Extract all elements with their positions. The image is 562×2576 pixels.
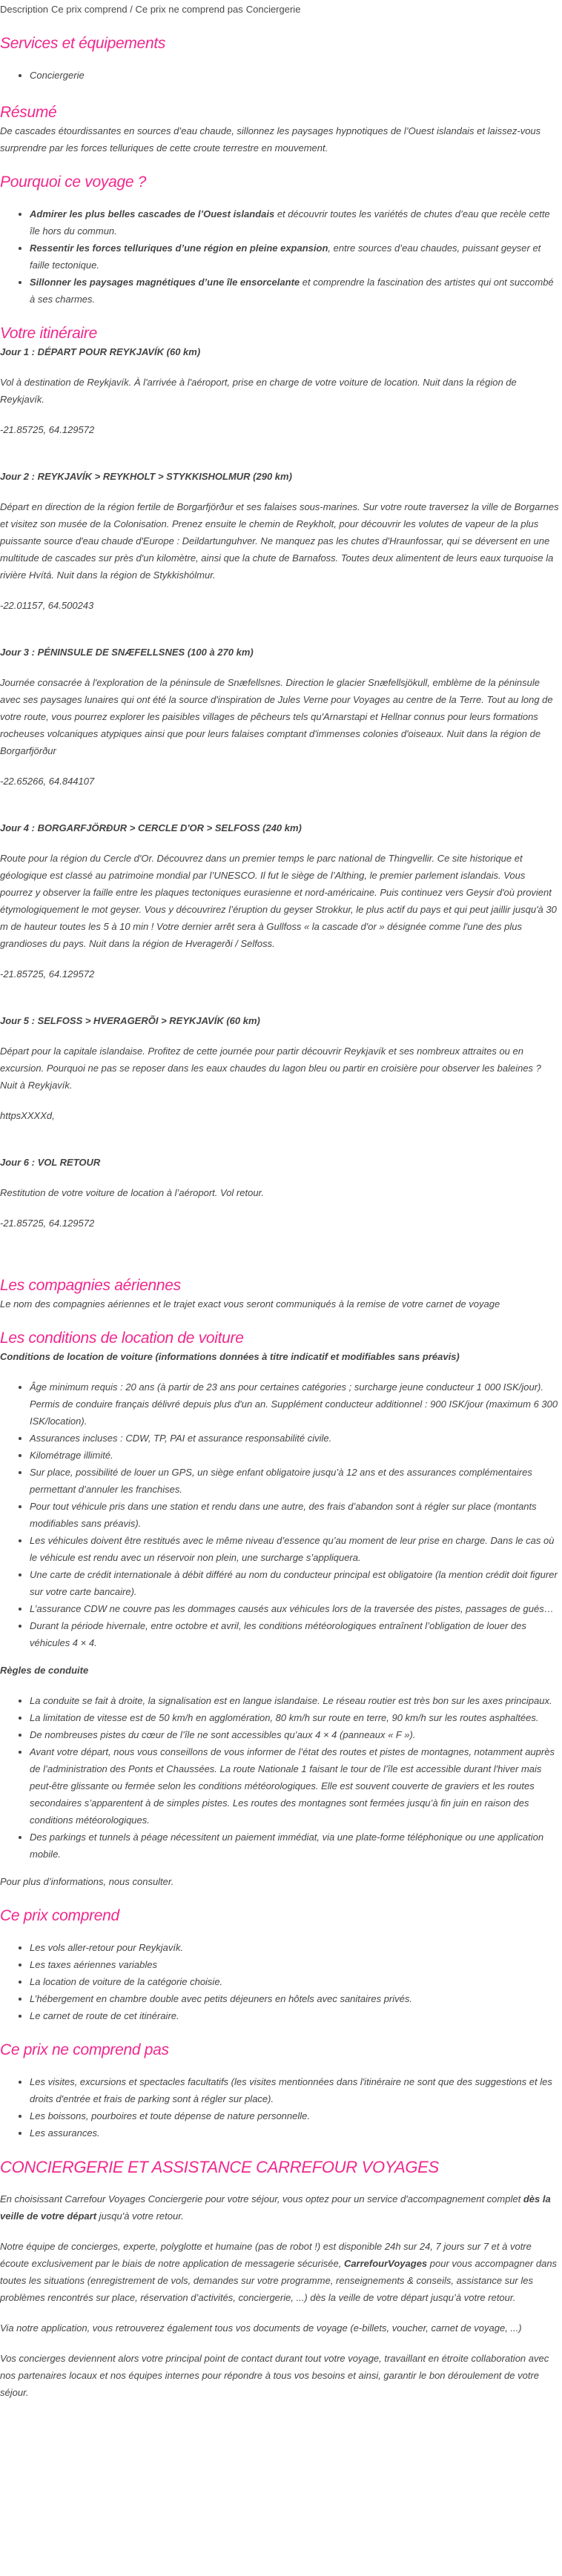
itinerary-title: Votre itinéraire [0, 325, 97, 342]
airlines-title: Les compagnies aériennes [0, 1277, 181, 1294]
day-title: Jour 4 : BORGARFJÖRÐUR > CERCLE D'OR > SELFOSS (240 km) [0, 822, 302, 833]
tab-bar [0, 0, 561, 18]
concierge-p1: En choisissant Carrefour Voyages Conciergerie pour votre séjour, vous optez pour un service d'accompagnement complet dès la veille de votre départ jusqu'à votre retour. [0, 2193, 551, 2222]
day-title: Jour 3 : PÉNINSULE DE SNÆFELLSNES (100 à 270 km) [0, 647, 254, 658]
car-rental-item: • Une carte de crédit internationale à débit différé au nom du conducteur principal est obligatoire (la mention crédit doit figurer sur votre carte bancaire). [30, 1566, 561, 1600]
day-text: Vol à destination de Reykjavík. À l'arrivée à l'aéroport, prise en charge de votre voiture de location. Nuit dans la région de Reykjavík. [0, 377, 517, 405]
car-rental-item: • Durant la période hivernale, entre octobre et avril, les conditions météorologiques entraînent l’obligation de louer des véhicules 4 × 4. [30, 1617, 561, 1651]
day-coords: -22.65266, 64.844107 [0, 776, 95, 787]
car-rental-item: • Pour tout véhicule pris dans une station et rendu dans une autre, des frais d’abandon sont à régler sur place (montants modifiables sans préavis). [30, 1498, 561, 1532]
excludes-title: Ce prix ne comprend pas [0, 2041, 169, 2058]
car-rental-section [0, 1329, 561, 1890]
airlines-text: Le nom des compagnies aériennes et le trajet exact vous seront communiqués à la remise de votre carnet de voyage [0, 1298, 500, 1310]
car-rental-subtitle: Conditions de location de voiture (informations données à titre indicatif et modifiables sans préavis) [0, 1351, 460, 1362]
day-coords: -21.85725, 64.129572 [0, 1218, 95, 1229]
car-rental-item: • Kilométrage illimité. [30, 1447, 561, 1464]
includes-item: • L’hébergement en chambre double avec petits déjeuners en hôtels avec sanitaires privés. [30, 1990, 561, 2007]
day-5 [0, 1012, 561, 1124]
day-coords: -21.85725, 64.129572 [0, 424, 95, 435]
includes-item: • La location de voiture de la catégorie choisie. [30, 1973, 561, 1990]
resume-text: De cascades étourdissantes en sources d’eau chaude, sillonnez les paysages hypnotiques de l’Ouest islandais et laissez-vous surprendre par les forces telluriques de cette croute terrestre en mouvement. [0, 125, 541, 153]
concierge-section [0, 2158, 561, 2401]
concierge-title: CONCIERGERIE ET ASSISTANCE CARREFOUR VOYAGES [0, 2158, 439, 2176]
concierge-p3: Via notre application, vous retrouverez également tous vos documents de voyage (e-billets, voucher, carnet de voyage, ...) [0, 2322, 522, 2334]
includes-list [0, 1939, 561, 2024]
excludes-list [0, 2073, 561, 2141]
day-title: Jour 5 : SELFOSS > HVERAGERÕI > REYKJAVÍK (60 km) [0, 1015, 260, 1026]
driving-rule-item: • De nombreuses pistes du cœur de l’île ne sont accessibles qu’aux 4 × 4 (panneaux « F »). [30, 1726, 561, 1743]
day-coords: httpsXXXXd, [0, 1110, 55, 1121]
includes-title: Ce prix comprend [0, 1907, 119, 1924]
concierge-p2: Notre équipe de concierges, experte, polyglotte et humaine (pas de robot !) est disponible 24h sur 24, 7 jours sur 7 et à votre écoute exclusivement par le biais de notre application de messagerie sécurisée, CarrefourVoyages pour vous accompagner dans toutes les situations (enregistrement de vols, demandes sur votre programme, renseignements & conseils, assistance sur les problèmes rencontrés sur place, réservation d’activités, conciergerie, ...) dès la veille de votre départ jusqu’à votre retour. [0, 2241, 558, 2303]
driving-rule-item: • La conduite se fait à droite, la signalisation est en langue islandaise. Le réseau routier est très bon sur les axes principaux. [30, 1692, 561, 1709]
why-title: Pourquoi ce voyage ? [0, 174, 147, 191]
car-rental-item: • Sur place, possibilité de louer un GPS, un siège enfant obligatoire jusqu’à 12 ans et des assurances complémentaires permettant d’annuler les franchises. [30, 1464, 561, 1498]
driving-rule-item: • Des parkings et tunnels à péage nécessitent un paiement immédiat, via une plate-forme téléphonique ou une application mobile. [30, 1829, 561, 1863]
car-rental-item: • L’assurance CDW ne couvre pas les dommages causés aux véhicules lors de la traversée des pistes, passages de gués… [30, 1600, 561, 1617]
itinerary-section [0, 324, 561, 1232]
why-section [0, 173, 561, 308]
day-title: Jour 1 : DÉPART POUR REYKJAVÍK (60 km) [0, 346, 201, 357]
day-text: Journée consacrée à l'exploration de la péninsule de Snæfellsnes. Direction le glacier Snæfellsjökull, emblème de la péninsule avec ses paysages lunaires qui ont été la source d'inspiration de Jules Verne pour Voyages au centre de la Terre. Tout au long de votre route, vous pourrez explorer les paisibles villages de pêcheurs tels qu'Arnarstapi et Hellnar connus pour leurs formations rocheuses volcaniques atypiques ainsi que pour leurs falaises comptant d'immenses colonies d'oiseaux. Nuit dans la région de Borgarfjörður [0, 677, 553, 756]
why-item: • Ressentir les forces telluriques d’une région en pleine expansion, entre sources d’eau chaudes, puissant geyser et faille tectonique. [30, 240, 561, 274]
day-coords: -22.01157, 64.500243 [0, 600, 94, 611]
driving-rules-list [0, 1692, 561, 1863]
driving-rule-item: • La limitation de vitesse est de 50 km/h en agglomération, 80 km/h sur route en terre, 90 km/h sur les routes asphaltées. [30, 1709, 561, 1726]
day-title: Jour 2 : REYKJAVÍK > REYKHOLT > STYKKISHOLMUR (290 km) [0, 471, 292, 482]
day-3 [0, 644, 561, 790]
why-list [0, 205, 561, 308]
day-text: Départ pour la capitale islandaise. Profitez de cette journée pour partir découvrir Reykjavík et ses nombreux attraites ou en excursion. Pourquoi ne pas se reposer dans les eaux chaudes du lagon bleu ou partir en croisière pour observer les baleines ? Nuit à Reykjavík. [0, 1046, 541, 1091]
driving-rules-title: Règles de conduite [0, 1665, 89, 1676]
why-item: • Admirer les plus belles cascades de l’Ouest islandais et découvrir toutes les variétés de chutes d’eau que recèle cette île hors du commun. [30, 205, 561, 240]
resume-title: Résumé [0, 104, 57, 121]
car-rental-title: Les conditions de location de voiture [0, 1330, 244, 1347]
includes-item: • Les vols aller-retour pour Reykjavík. [30, 1939, 561, 1956]
day-1 [0, 343, 561, 438]
excludes-section [0, 2041, 561, 2141]
excludes-item: • Les assurances. [30, 2124, 561, 2141]
day-6 [0, 1154, 561, 1232]
excludes-item: • Les boissons, pourboires et toute dépense de nature personnelle. [30, 2107, 561, 2124]
services-section [0, 34, 561, 84]
day-text: Restitution de votre voiture de location à l’aéroport. Vol retour. [0, 1187, 265, 1198]
day-coords: -21.85725, 64.129572 [0, 968, 95, 980]
day-text: Départ en direction de la région fertile de Borgarfjörður et ses falaises sous-marines. Sur votre route traversez la ville de Borgarnes et visitez son musée de la Colonisation. Prenez ensuite le chemin de Reykholt, pour découvrir les volutes de vapeur de la plus puissante source d'eau chaude d'Europe : Deildartunguhver. Ne manquez pas les chutes d'Hraunfossar, qui se déversent en une multitude de cascades sur près d'un kilomètre, ainsi que la chute de Barnafoss. Toutes deux alimentent de leurs eaux turquoise la rivière Hvítá. Nuit dans la région de Stykkishólmur. [0, 501, 559, 581]
includes-item: • Le carnet de route de cet itinéraire. [30, 2007, 561, 2024]
tab-description[interactable]: Description [0, 4, 49, 15]
services-item: • Conciergerie [30, 67, 561, 84]
driving-rule-item: • Avant votre départ, nous vous conseillons de vous informer de l’état des routes et pistes de montagnes, notamment auprès de l’administration des Ponts et Chaussées. La route Nationale 1 faisant le tour de l’île est accessible durant l'hiver mais peut-être glissante ou fermée selon les conditions météorologiques. Elle est souvent couverte de graviers et les routes secondaires s’apparentent à de simples pistes. Les routes des montagnes sont fermées jusqu’à fin juin en raison des conditions météorologiques. [30, 1743, 561, 1829]
tab-price[interactable]: Ce prix comprend / Ce prix ne comprend pas [51, 4, 243, 15]
tab-conciergerie[interactable]: Conciergerie [245, 4, 301, 15]
day-text: Route pour la région du Cercle d'Or. Découvrez dans un premier temps le parc national de Thingvellir. Ce site historique et géologique est classé au patrimoine mondial par l’UNESCO. Il fut le siège de l’Althing, le premier parlement islandais. Vous pourrez y observer la faille entre les plaques tectoniques eurasienne et nord-américaine. Puis continuez vers Geysir d'où provient étymologiquement le mot geyser. Vous y découvrirez l’éruption du geyser Strokkur, le plus actif du pays et qui peut jaillir jusqu'à 30 m de hauteur toutes les 5 à 10 min ! Votre dernier arrêt sera à Gullfoss « la cascade d'or » désignée comme l'une des plus grandioses du pays. Nuit dans la région de Hveragerði / Selfoss. [0, 853, 557, 949]
day-4 [0, 819, 561, 982]
car-rental-footer: Pour plus d’informations, nous consulter. [0, 1876, 174, 1887]
day-title: Jour 6 : VOL RETOUR [0, 1157, 101, 1168]
concierge-p4: Vos concierges deviennent alors votre principal point de contact durant tout votre voyage, travaillant en étroite collaboration avec nos partenaires locaux et nos équipes internes pour répondre à tous vos besoins et ainsi, garantir le bon déroulement de votre séjour. [0, 2353, 549, 2398]
car-rental-item: • Les véhicules doivent être restitués avec le même niveau d’essence qu’au moment de leur prise en charge. Dans le cas où le véhicule est rendu avec un réservoir non plein, une surcharge s’appliquera. [30, 1532, 561, 1566]
includes-section [0, 1906, 561, 2024]
services-title: Services et équipements [0, 35, 166, 52]
day-2 [0, 468, 561, 614]
excludes-item: • Les visites, excursions et spectacles facultatifs (les visites mentionnées dans l'itinéraire ne sont que des suggestions et les droits d'entrée et frais de parking sont à régler sur place). [30, 2073, 561, 2107]
car-rental-list [0, 1378, 561, 1651]
includes-item: • Les taxes aériennes variables [30, 1956, 561, 1973]
resume-section [0, 103, 561, 156]
why-item: • Sillonner les paysages magnétiques d’une île ensorcelante et comprendre la fascination des artistes qui ont succombé à ses charmes. [30, 274, 561, 308]
services-list [0, 67, 561, 84]
car-rental-item: • Âge minimum requis : 20 ans (à partir de 23 ans pour certaines catégories ; surcharge jeune conducteur 1 000 ISK/jour). Permis de conduire français délivré depuis plus d'un an. Supplément conducteur additionnel : 900 ISK/jour (maximum 6 300 ISK/location). [30, 1378, 561, 1430]
airlines-section [0, 1276, 561, 1312]
car-rental-item: • Assurances incluses : CDW, TP, PAI et assurance responsabilité civile. [30, 1430, 561, 1447]
